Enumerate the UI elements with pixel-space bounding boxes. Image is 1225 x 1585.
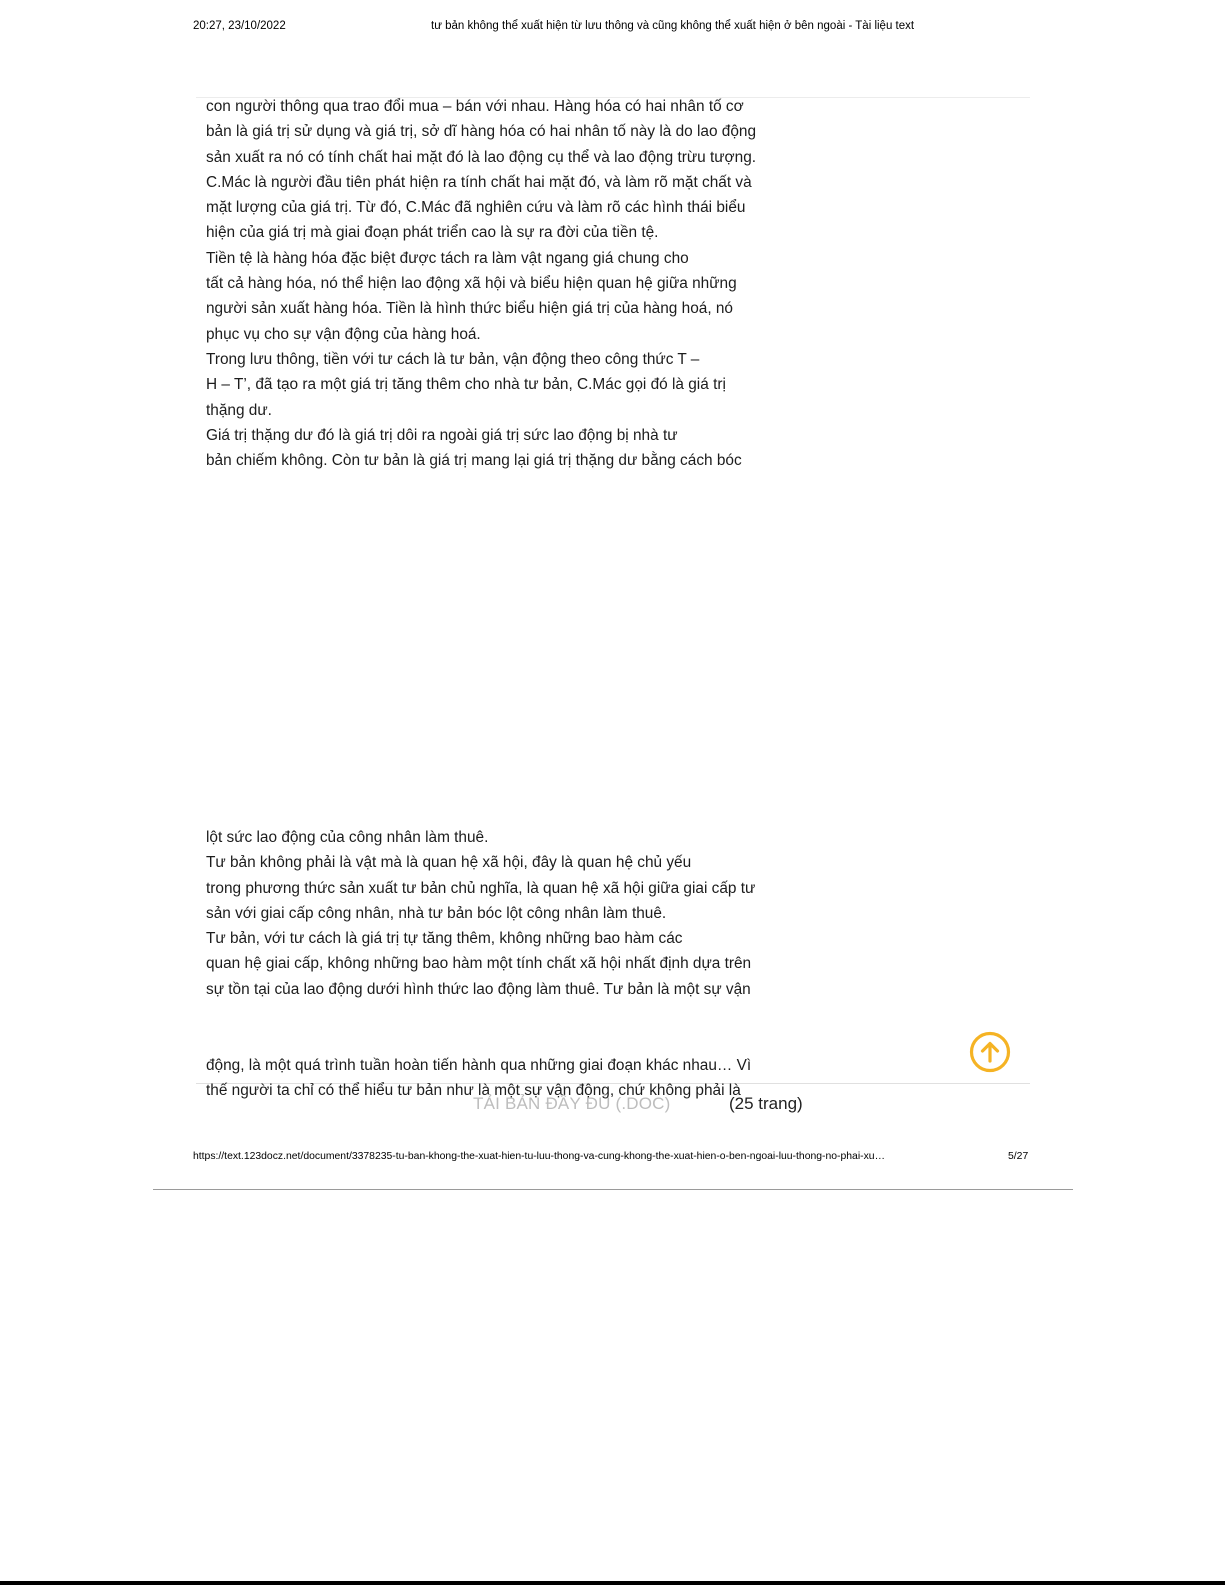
download-bar — [196, 1094, 1030, 1120]
print-header — [193, 20, 1033, 36]
text-line: trong phương thức sản xuất tư bản chủ nghĩa, là quan hệ xã hội giữa giai cấp tư — [206, 879, 756, 897]
scroll-to-top-button[interactable] — [969, 1031, 1011, 1073]
print-footer — [193, 1151, 1033, 1165]
text-line: lột sức lao động của công nhân làm thuê. — [206, 829, 489, 846]
text-line: tất cả hàng hóa, nó thể hiện lao động xã hội và biểu hiện quan hệ giữa những — [206, 275, 737, 293]
text-line: sản với giai cấp công nhân, nhà tư bản bóc lột công nhân làm thuê. — [206, 904, 667, 922]
print-page-title: tư bản không thể xuất hiện từ lưu thông và cũng không thể xuất hiện ở bên ngoài - Tài liệu text — [431, 20, 915, 32]
text-line: phục vụ cho sự vận động của hàng hoá. — [206, 325, 481, 343]
text-line: người sản xuất hàng hóa. Tiền là hình thức biểu hiện giá trị của hàng hoá, nó — [206, 300, 733, 318]
print-page-indicator: 5/27 — [1008, 1151, 1029, 1162]
text-line: H – T’, đã tạo ra một giá trị tăng thêm cho nhà tư bản, C.Mác gọi đó là giá trị — [206, 376, 726, 394]
text-line: thặng dư. — [206, 401, 272, 419]
text-line: Tiền tệ là hàng hóa đặc biệt được tách ra làm vật ngang giá chung cho — [206, 249, 689, 267]
text-line: Tư bản, với tư cách là giá trị tự tăng thêm, không những bao hàm các — [206, 930, 683, 948]
text-line: sản xuất ra nó có tính chất hai mặt đó là lao động cụ thể và lao động trừu tượng. — [206, 148, 757, 166]
text-line: Tư bản không phải là vật mà là quan hệ xã hội, đây là quan hệ chủ yếu — [206, 854, 692, 872]
page-count-label: (25 trang) — [729, 1094, 803, 1113]
text-line: quan hệ giai cấp, không những bao hàm một tính chất xã hội nhất định dựa trên — [206, 955, 752, 973]
text-line: mặt lượng của giá trị. Từ đó, C.Mác đã nghiên cứu và làm rõ các hình thái biểu — [206, 199, 746, 217]
page-divider — [153, 1189, 1073, 1190]
arrow-up-circle-icon — [969, 1031, 1011, 1073]
text-line: động, là một quá trình tuần hoàn tiến hành qua những giai đoạn khác nhau… Vì — [206, 1057, 752, 1074]
bottom-edge-bar — [0, 1581, 1225, 1585]
text-line: sự tồn tại của lao động dưới hình thức lao động làm thuê. Tư bản là một sự vận — [206, 980, 751, 998]
text-line: Trong lưu thông, tiền với tư cách là tư bản, vận động theo công thức T – — [206, 350, 700, 368]
text-line: thế người ta chỉ có thể hiểu tư bản như là một sự vận động, chứ không phải là — [206, 1082, 741, 1100]
text-line: bản là giá trị sử dụng và giá trị, sở dĩ hàng hóa có hai nhân tố này là do lao động — [206, 123, 757, 141]
download-full-doc-link[interactable]: TẢI BẢN ĐẦY ĐỦ (.DOC) — [473, 1094, 671, 1113]
text-line: bản chiếm không. Còn tư bản là giá trị mang lại giá trị thặng dư bằng cách bóc — [206, 452, 742, 470]
print-timestamp: 20:27, 23/10/2022 — [193, 20, 286, 32]
print-footer-url: https://text.123docz.net/document/3378235-tu-ban-khong-the-xuat-hien-tu-luu-thong-va-cung-khong-the-xuat-hien-o-ben-ngoai-luu-thong-no-phai-xu… — [193, 1151, 885, 1162]
text-line: hiện của giá trị mà giai đoạn phát triển cao là sự ra đời của tiền tệ. — [206, 224, 659, 242]
document-text-block-2 — [206, 825, 826, 1002]
text-line: Giá trị thặng dư đó là giá trị dôi ra ngoài giá trị sức lao động bị nhà tư — [206, 426, 678, 444]
text-line: con người thông qua trao đổi mua – bán với nhau. Hàng hóa có hai nhân tố cơ — [206, 98, 744, 115]
document-text-block-1 — [206, 94, 826, 473]
text-line: C.Mác là người đầu tiên phát hiện ra tính chất hai mặt đó, và làm rõ mặt chất và — [206, 173, 752, 191]
